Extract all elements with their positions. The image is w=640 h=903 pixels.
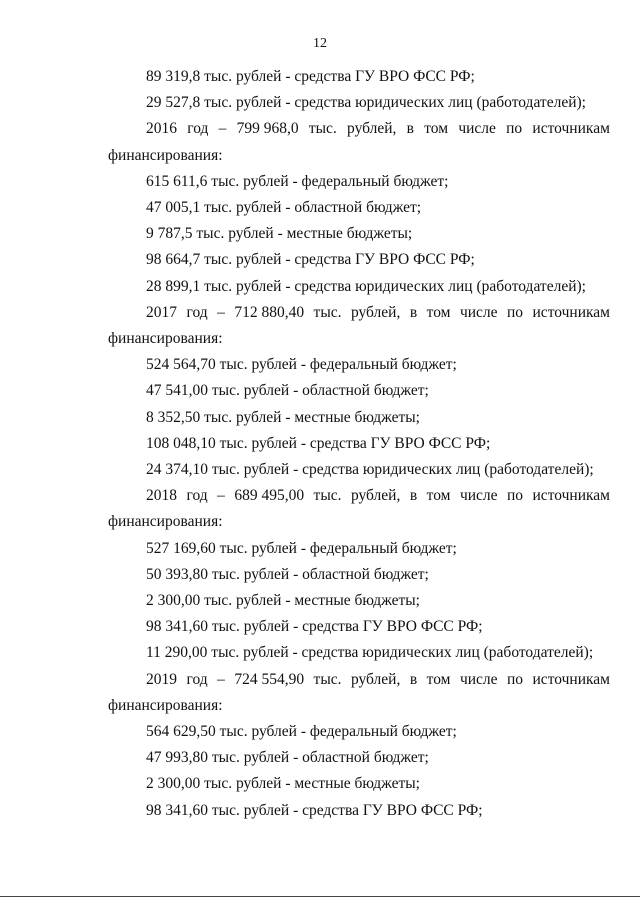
funding-source-line: 98 341,60 тыс. рублей - средства ГУ ВРО ФСС РФ;	[146, 618, 483, 636]
heading-word: по	[507, 487, 524, 505]
heading-word: –	[217, 670, 225, 688]
funding-source-line: 24 374,10 тыс. рублей - средства юридических лиц (работодателей);	[146, 461, 594, 479]
funding-source-line: 2 300,00 тыс. рублей - местные бюджеты;	[146, 775, 420, 793]
funding-source-line: 524 564,70 тыс. рублей - федеральный бюджет;	[146, 356, 457, 374]
year-heading-line	[108, 667, 610, 693]
funding-source-line: 615 611,6 тыс. рублей - федеральный бюджет;	[146, 172, 449, 190]
funding-source-line: 47 541,00 тыс. рублей - областной бюджет;	[146, 382, 429, 400]
year-heading-continuation: финансирования:	[108, 513, 223, 531]
heading-word: рублей,	[350, 487, 401, 505]
year-heading-continuation: финансирования:	[108, 330, 223, 348]
year-heading-line	[108, 300, 610, 326]
heading-word: год	[186, 303, 208, 321]
heading-word: 799 968,0	[236, 120, 299, 138]
heading-word: источникам	[532, 670, 610, 688]
document-body	[108, 64, 610, 824]
heading-word: в	[406, 120, 414, 138]
heading-word: 689 495,00	[234, 487, 305, 505]
heading-word: в	[409, 487, 418, 505]
text-line: 29 527,8 тыс. рублей - средства юридических лиц (работодателей);	[146, 94, 586, 112]
heading-word: тыс.	[308, 120, 337, 138]
heading-word: том	[426, 487, 451, 505]
heading-word: том	[426, 303, 451, 321]
heading-word: 2018	[146, 487, 177, 505]
funding-source-line: 2 300,00 тыс. рублей - местные бюджеты;	[146, 592, 420, 610]
heading-word: том	[424, 120, 449, 138]
funding-source-line: 11 290,00 тыс. рублей - средства юридических лиц (работодателей);	[146, 644, 594, 662]
year-heading-line	[108, 483, 610, 509]
heading-word: 712 880,40	[234, 303, 305, 321]
heading-word: 2017	[146, 303, 177, 321]
funding-source-line: 8 352,50 тыс. рублей - местные бюджеты;	[146, 408, 420, 426]
year-heading-continuation: финансирования:	[108, 696, 223, 714]
funding-source-line: 47 993,80 тыс. рублей - областной бюджет;	[146, 749, 429, 767]
funding-source-line: 98 664,7 тыс. рублей - средства ГУ ВРО ФСС РФ;	[146, 251, 475, 269]
year-heading-line	[108, 116, 610, 142]
funding-year-block	[108, 300, 610, 483]
heading-word: –	[217, 487, 225, 505]
heading-word: источникам	[532, 487, 610, 505]
heading-word: источникам	[532, 303, 610, 321]
heading-word: тыс.	[313, 303, 342, 321]
heading-word: –	[218, 120, 227, 138]
heading-word: в	[409, 670, 418, 688]
heading-word: 724 554,90	[234, 670, 305, 688]
heading-word: год	[186, 487, 208, 505]
heading-word: 2019	[146, 670, 177, 688]
heading-word: по	[507, 670, 524, 688]
heading-word: числе	[459, 670, 498, 688]
funding-blocks	[108, 116, 610, 823]
funding-source-line: 50 393,80 тыс. рублей - областной бюджет;	[146, 565, 429, 583]
funding-source-line: 47 005,1 тыс. рублей - областной бюджет;	[146, 199, 422, 217]
heading-word: год	[186, 670, 208, 688]
heading-word: рублей,	[347, 120, 397, 138]
heading-word: по	[507, 303, 524, 321]
funding-year-block	[108, 667, 610, 824]
text-line: 89 319,8 тыс. рублей - средства ГУ ВРО ФСС РФ;	[146, 68, 475, 85]
heading-word: рублей,	[350, 303, 401, 321]
page-number: 12	[313, 36, 327, 51]
heading-word: год	[187, 120, 209, 138]
heading-word: числе	[458, 120, 496, 138]
heading-word: в	[409, 303, 418, 321]
funding-source-line: 28 899,1 тыс. рублей - средства юридических лиц (работодателей);	[146, 277, 586, 295]
funding-source-line: 9 787,5 тыс. рублей - местные бюджеты;	[146, 225, 413, 243]
funding-source-line: 527 169,60 тыс. рублей - федеральный бюджет;	[146, 539, 457, 557]
heading-word: рублей,	[350, 670, 401, 688]
funding-source-line: 108 048,10 тыс. рублей - средства ГУ ВРО ФСС РФ;	[146, 434, 491, 452]
heading-word: тыс.	[313, 670, 342, 688]
year-heading-continuation: финансирования:	[108, 146, 223, 164]
funding-year-block	[108, 483, 610, 666]
heading-word: тыс.	[313, 487, 342, 505]
heading-word: по	[506, 120, 523, 138]
heading-word: числе	[459, 303, 498, 321]
heading-word: числе	[459, 487, 498, 505]
heading-word: источникам	[532, 120, 610, 138]
footer-rule	[0, 896, 640, 897]
funding-year-block	[108, 116, 610, 299]
heading-word: том	[426, 670, 451, 688]
heading-word: 2016	[146, 120, 177, 138]
heading-word: –	[217, 303, 225, 321]
funding-source-line: 564 629,50 тыс. рублей - федеральный бюджет;	[146, 723, 457, 741]
funding-source-line: 98 341,60 тыс. рублей - средства ГУ ВРО ФСС РФ;	[146, 801, 483, 819]
